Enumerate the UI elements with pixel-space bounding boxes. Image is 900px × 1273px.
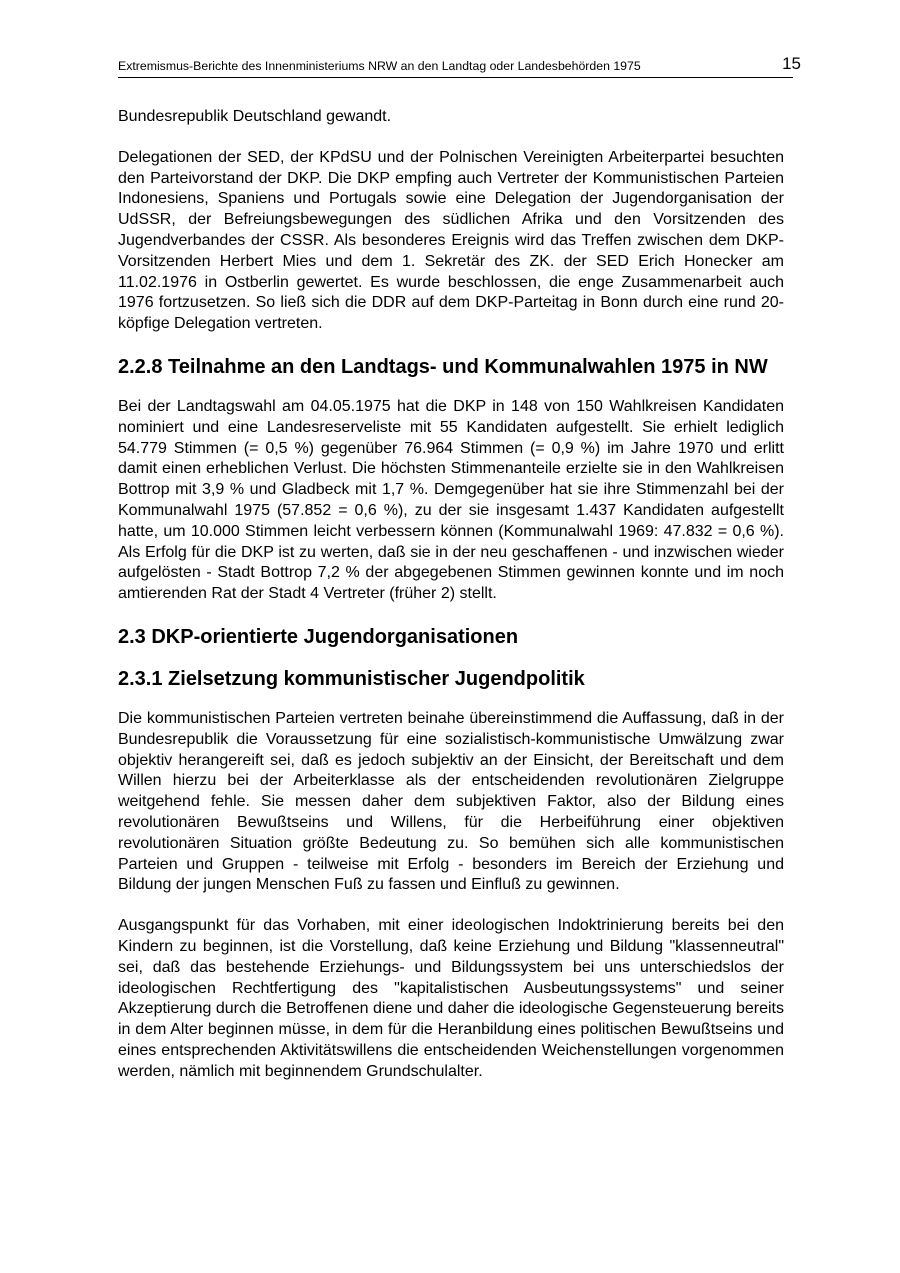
paragraph-intro: Bundesrepublik Deutschland gewandt. (118, 108, 392, 125)
paragraph-youth-policy: Die kommunistischen Parteien vertreten beinahe übereinstimmend die Auffassung, daß in der Bundesrepublik die Voraussetzung für eine sozialistisch-kommunistische Umwälzung zwar objektiv herangereift sei, daß es jedoch subjektiv an der Einsicht, der Bereitschaft und dem Willen hierzu bei der Arbeiterklasse als der entscheidenden revolutionären Zielgruppe weitgehend fehle. Sie messen daher dem subjektiven Faktor, also der Bildung eines revolutionären Bewußtseins und Willens, für die Herbeiführung einer objektiven revolutionären Situation größte Bedeutung zu. So bemühen sich alle kommunistischen Parteien und Gruppen - teilweise mit Erfolg - besonders im Bereich der Erziehung und Bildung der jungen Menschen Fuß zu fassen und Einfluß zu gewinnen. (118, 709, 784, 894)
paragraph-starting-point: Ausgangspunkt für das Vorhaben, mit einer ideologischen Indoktrinierung bereits bei den Kindern zu beginnen, ist die Vorstellung, daß keine Erziehung und Bildung "klassenneutral" sei, daß das bestehende Erziehungs- und Bildungssystem bei uns unterschiedslos der ideologischen Rechtfertigung des "kapitalistischen Ausbeutungssystems" und seiner Akzeptierung durch die Betroffenen diene und daher die ideologische Gegensteuerung bereits in dem Alter beginnen müsse, in dem für die Heranbildung eines politischen Bewußtseins und eines entsprechenden Aktivitätswillens die entscheidenden Weichenstellungen vorgenommen werden, nämlich mit beginnendem Grundschulalter. (118, 917, 784, 1080)
page-content (118, 107, 784, 1102)
paragraph-elections: Bei der Landtagswahl am 04.05.1975 hat die DKP in 148 von 150 Wahlkreisen Kandidaten nominiert und eine Landesreserveliste mit 55 Kandidaten aufgestellt. Sie erhielt lediglich 54.779 Stimmen (= 0,5 %) gegenüber 76.964 Stimmen (= 0,9 %) im Jahre 1970 und erlitt damit einen erheblichen Verlust. Die höchsten Stimmenanteile erzielte sie in den Wahlkreisen Bottrop mit 3,9 % und Gladbeck mit 1,7 %. Demgegenüber hat sie ihre Stimmenzahl bei der Kommunalwahl 1975 (57.852 = 0,6 %), zu der sie insgesamt 1.437 Kandidaten aufgestellt hatte, um 10.000 Stimmen leicht verbessern können (Kommunalwahl 1969: 47.832 = 0,6 %). Als Erfolg für die DKP ist zu werten, daß sie in der neu geschaffenen - und inzwischen wieder aufgelösten - Stadt Bottrop 7,2 % der abgegebenen Stimmen gewinnen konnte und im noch amtierenden Rat der Stadt 4 Vertreter (früher 2) stellt. (118, 397, 784, 603)
section-heading-2-3-1: 2.3.1 Zielsetzung kommunistischer Jugendpolitik (118, 667, 585, 690)
paragraph-delegations: Delegationen der SED, der KPdSU und der Polnischen Vereinigten Arbeiterpartei besuchten den Parteivorstand der DKP. Die DKP empfing auch Vertreter der Kommunistischen Parteien Indonesiens, Spaniens und Portugals sowie eine Delegation der Jugendorganisation der UdSSR, der Befreiungsbewegungen des südlichen Afrika und den Vorsitzenden des Jugendverbandes der CSSR. Als besonderes Ereignis wird das Treffen zwischen dem DKP-Vorsitzenden Herbert Mies und dem 1. Sekretär des ZK. der SED Erich Honecker am 11.02.1976 in Ostberlin gewertet. Es wurde beschlossen, die enge Zusammenarbeit auch 1976 fortzusetzen. So ließ sich die DDR auf dem DKP-Parteitag in Bonn durch eine rund 20-köpfige Delegation vertreten. (118, 148, 784, 333)
section-heading-2-3: 2.3 DKP-orientierte Jugendorganisationen (118, 625, 519, 648)
header-title: Extremismus-Berichte des Innenministeriums NRW an den Landtag oder Landesbehörden 1975 (118, 59, 641, 73)
page-number: 15 (782, 54, 801, 73)
page-header (118, 54, 801, 78)
section-heading-2-2-8: 2.2.8 Teilnahme an den Landtags- und Kommunalwahlen 1975 in NW (118, 355, 768, 378)
